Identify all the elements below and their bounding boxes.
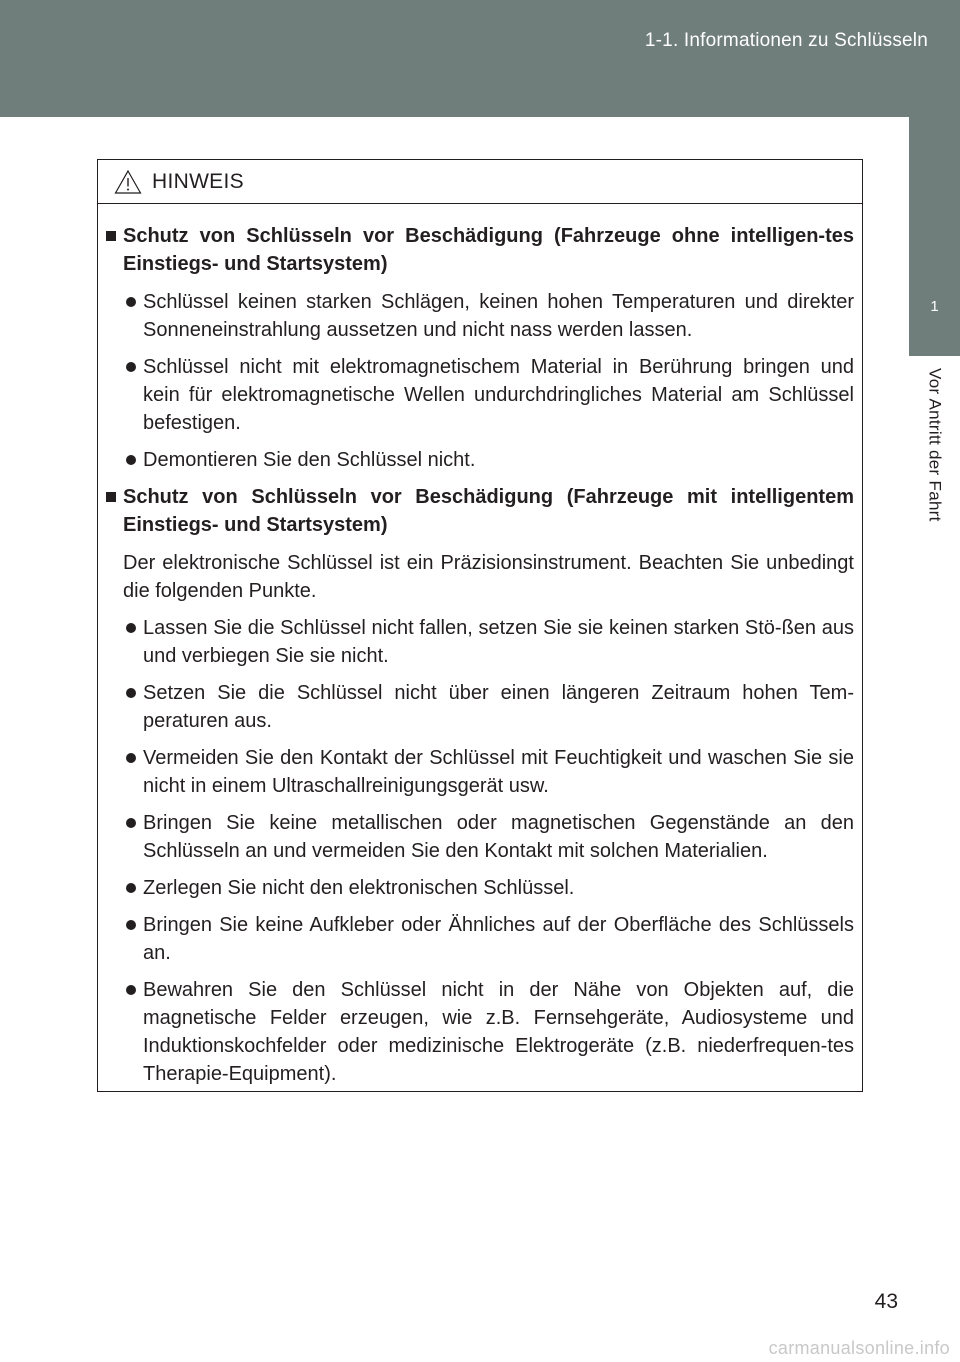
notice-title: HINWEIS [152, 169, 244, 193]
bullet-dot-icon [126, 688, 136, 698]
bullet-dot-icon [126, 920, 136, 930]
list-item [126, 976, 854, 1088]
list-item [126, 911, 854, 967]
warning-triangle-icon [114, 169, 142, 195]
bullet-dot-icon [126, 297, 136, 307]
chapter-label [909, 356, 960, 606]
list-item-text: Bewahren Sie den Schlüssel nicht in der Nähe von Objekten auf, die magnetische Felder erzeugen, wie z.B. Fernsehgeräte, Audiosysteme und Induktionskochfelder oder medizinische Elektrogeräte (z.B. niederfrequen-tes Therapie-Equipment). [143, 979, 854, 1085]
list-item [126, 809, 854, 865]
list-item-text: Vermeiden Sie den Kontakt der Schlüssel mit Feuchtigkeit und waschen Sie sie nicht in einem Ultraschallreinigungsgerät usw. [143, 747, 854, 797]
list-item [126, 679, 854, 735]
section-heading-text: Schutz von Schlüsseln vor Beschädigung (Fahrzeuge ohne intelligen-tes Einstiegs- und Startsystem) [123, 225, 854, 275]
list-item-text: Bringen Sie keine metallischen oder magnetischen Gegenstände an den Schlüsseln an und vermeiden Sie den Kontakt mit solchen Materialien. [143, 812, 854, 862]
bullet-dot-icon [126, 818, 136, 828]
bullet-dot-icon [126, 362, 136, 372]
list-item [126, 353, 854, 437]
list-item-text: Schlüssel keinen starken Schlägen, keinen hohen Temperaturen und direkter Sonneneinstrahlung aussetzen und nicht nass werden lassen. [143, 291, 854, 341]
list-item [126, 446, 854, 474]
section-heading [106, 483, 854, 539]
list-item [126, 874, 854, 902]
section-heading [106, 222, 854, 278]
header-bar [0, 0, 960, 117]
list-item-text: Zerlegen Sie nicht den elektronischen Schlüssel. [143, 877, 575, 899]
bullet-dot-icon [126, 455, 136, 465]
section-title: 1-1. Informationen zu Schlüsseln [644, 30, 928, 51]
list-item-text: Setzen Sie die Schlüssel nicht über einen längeren Zeitraum hohen Tem-peraturen aus. [143, 682, 854, 732]
list-item [126, 288, 854, 344]
list-item-text: Bringen Sie keine Aufkleber oder Ähnliches auf der Oberfläche des Schlüssels an. [143, 914, 854, 964]
watermark: carmanualsonline.info [768, 1338, 950, 1358]
list-item [126, 744, 854, 800]
bullet-dot-icon [126, 883, 136, 893]
side-tab-upper [909, 117, 960, 257]
chapter-label-text: Vor Antritt der Fahrt [925, 368, 945, 522]
bullet-dot-icon [126, 623, 136, 633]
list-item-text: Lassen Sie die Schlüssel nicht fallen, setzen Sie sie keinen starken Stö-ßen aus und verbiegen Sie sie nicht. [143, 617, 854, 667]
section-intro: Der elektronische Schlüssel ist ein Präzisionsinstrument. Beachten Sie unbedingt die folgenden Punkte. [123, 552, 854, 602]
section-heading-text: Schutz von Schlüsseln vor Beschädigung (Fahrzeuge mit intelligentem Einstiegs- und Startsystem) [123, 486, 854, 536]
bullet-dot-icon [126, 985, 136, 995]
bullet-dot-icon [126, 753, 136, 763]
square-bullet-icon [106, 231, 116, 241]
list-item-text: Schlüssel nicht mit elektromagnetischem Material in Berührung bringen und kein für elektromagnetische Wellen undurchdringliches Material am Schlüssel befestigen. [143, 356, 854, 434]
list-item [126, 614, 854, 670]
notice-header [98, 160, 862, 204]
square-bullet-icon [106, 492, 116, 502]
page-number: 43 [874, 1290, 898, 1313]
list-item-text: Demontieren Sie den Schlüssel nicht. [143, 449, 476, 471]
chapter-number: 1 [909, 257, 960, 356]
notice-body [98, 204, 862, 1088]
notice-box [97, 159, 863, 1092]
